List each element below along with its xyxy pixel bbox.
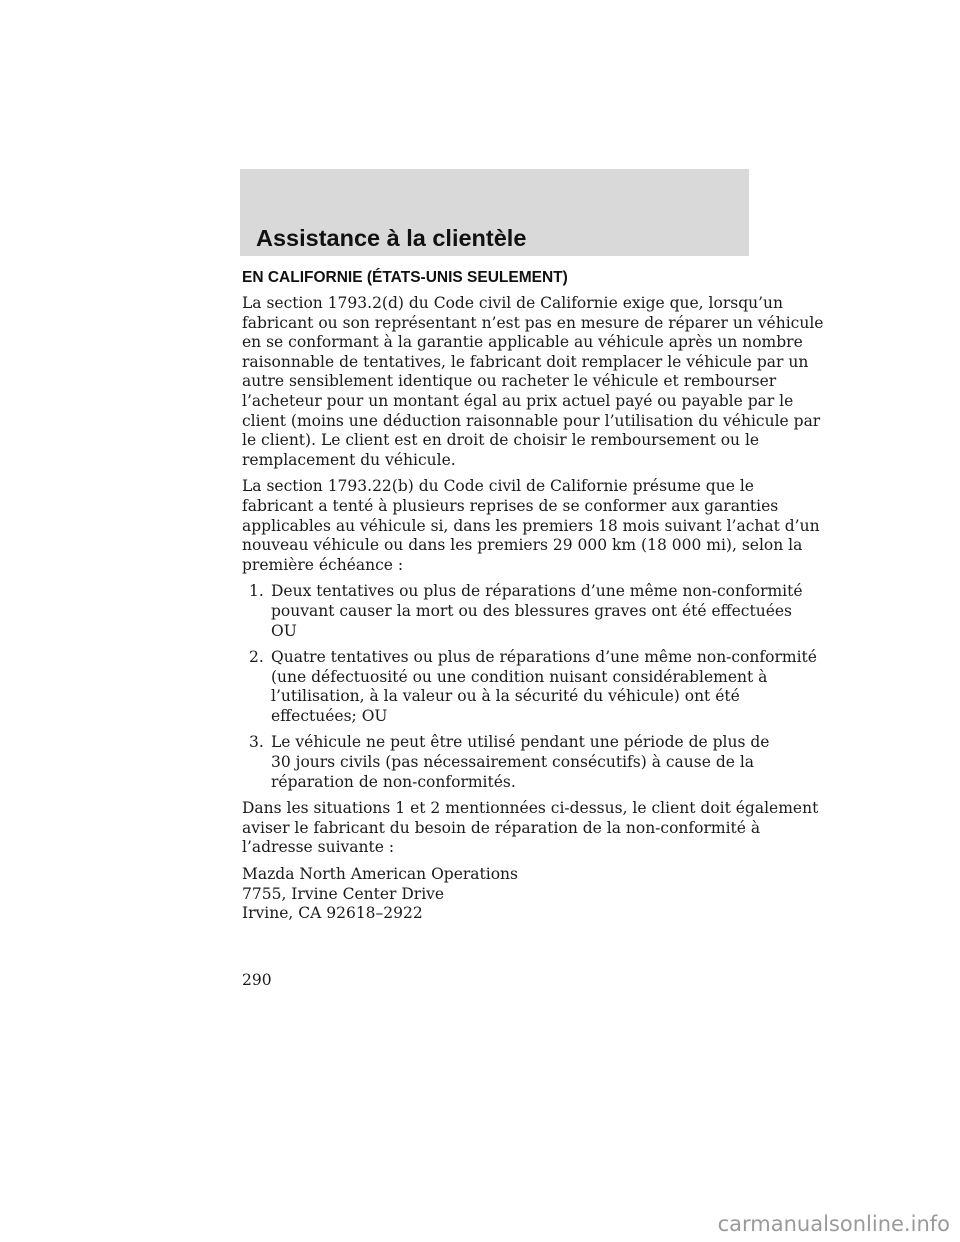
list-item-line: effectuées; OU <box>271 706 388 725</box>
paragraph-line: l’adresse suivante : <box>242 838 395 857</box>
paragraph-line: client (moins une déduction raisonnable pour l’utilisation du véhicule par <box>242 411 821 430</box>
list-item <box>242 582 803 641</box>
list-item-line: pouvant causer la mort ou des blessures graves ont été effectuées <box>271 601 792 620</box>
paragraph-line: remplacement du véhicule. <box>242 450 456 469</box>
chapter-header-band <box>240 169 749 256</box>
paragraph-line: Dans les situations 1 et 2 mentionnées ci-dessus, le client doit également <box>242 799 819 818</box>
page-number: 290 <box>242 971 272 989</box>
paragraph-presumption <box>242 477 820 575</box>
list-item-line: 30 jours civils (pas nécessairement consécutifs) à cause de la <box>271 753 755 772</box>
conditions-list <box>242 582 817 792</box>
paragraph-line: nouveau véhicule ou dans les premiers 29 000 km (18 000 mi), selon la <box>242 536 803 555</box>
address-line: Mazda North American Operations <box>242 865 518 884</box>
paragraph-line: La section 1793.22(b) du Code civil de Californie présume que le <box>242 477 754 496</box>
site-watermark: carmanualsonline.info <box>717 1212 950 1236</box>
paragraph-line: l’acheteur pour un montant égal au prix actuel payé ou payable par le <box>242 391 794 410</box>
list-item-number: 1. <box>249 582 264 601</box>
address-line: 7755, Irvine Center Drive <box>242 884 445 903</box>
chapter-title: Assistance à la clientèle <box>256 225 527 251</box>
address-line: Irvine, CA 92618–2922 <box>242 904 423 923</box>
list-item-line: Deux tentatives ou plus de réparations d’une même non-conformité <box>271 582 803 601</box>
mailing-address <box>242 865 762 924</box>
paragraph-notify-manufacturer <box>242 799 819 858</box>
list-item <box>242 733 770 792</box>
list-item-number: 3. <box>249 733 264 752</box>
list-item-line: l’utilisation, à la valeur ou à la sécurité du véhicule) ont été <box>271 687 740 706</box>
paragraph-line: autre sensiblement identique ou racheter le véhicule et rembourser <box>242 372 777 391</box>
list-item-line: Le véhicule ne peut être utilisé pendant une période de plus de <box>271 733 770 752</box>
paragraph-line: en se conformant à la garantie applicable au véhicule après un nombre <box>242 333 803 352</box>
list-item <box>242 648 817 726</box>
section-heading: EN CALIFORNIE (ÉTATS-UNIS SEULEMENT) <box>242 269 568 286</box>
paragraph-line: fabricant a tenté à plusieurs reprises de se conformer aux garanties <box>242 496 779 515</box>
list-item-line: réparation de non-conformités. <box>271 772 516 791</box>
paragraph-line: applicables au véhicule si, dans les premiers 18 mois suivant l’achat d’un <box>242 516 820 535</box>
paragraph-line: fabricant ou son représentant n’est pas en mesure de réparer un véhicule <box>242 313 824 332</box>
list-item-line: OU <box>271 621 297 640</box>
page-content <box>242 268 824 924</box>
paragraph-line: aviser le fabricant du besoin de réparation de la non-conformité à <box>242 818 761 837</box>
list-item-line: Quatre tentatives ou plus de réparations d’une même non-conformité <box>271 648 817 667</box>
paragraph-line: raisonnable de tentatives, le fabricant doit remplacer le véhicule par un <box>242 352 809 371</box>
list-item-number: 2. <box>249 648 264 667</box>
paragraph-line: première échéance : <box>242 555 404 574</box>
paragraph-line: La section 1793.2(d) du Code civil de Californie exige que, lorsqu’un <box>242 294 783 312</box>
paragraph-line: le client). Le client est en droit de choisir le remboursement ou le <box>242 431 760 450</box>
list-item-line: (une défectuosité ou une condition nuisant considérablement à <box>271 667 768 686</box>
paragraph-warranty-replacement <box>242 294 824 470</box>
